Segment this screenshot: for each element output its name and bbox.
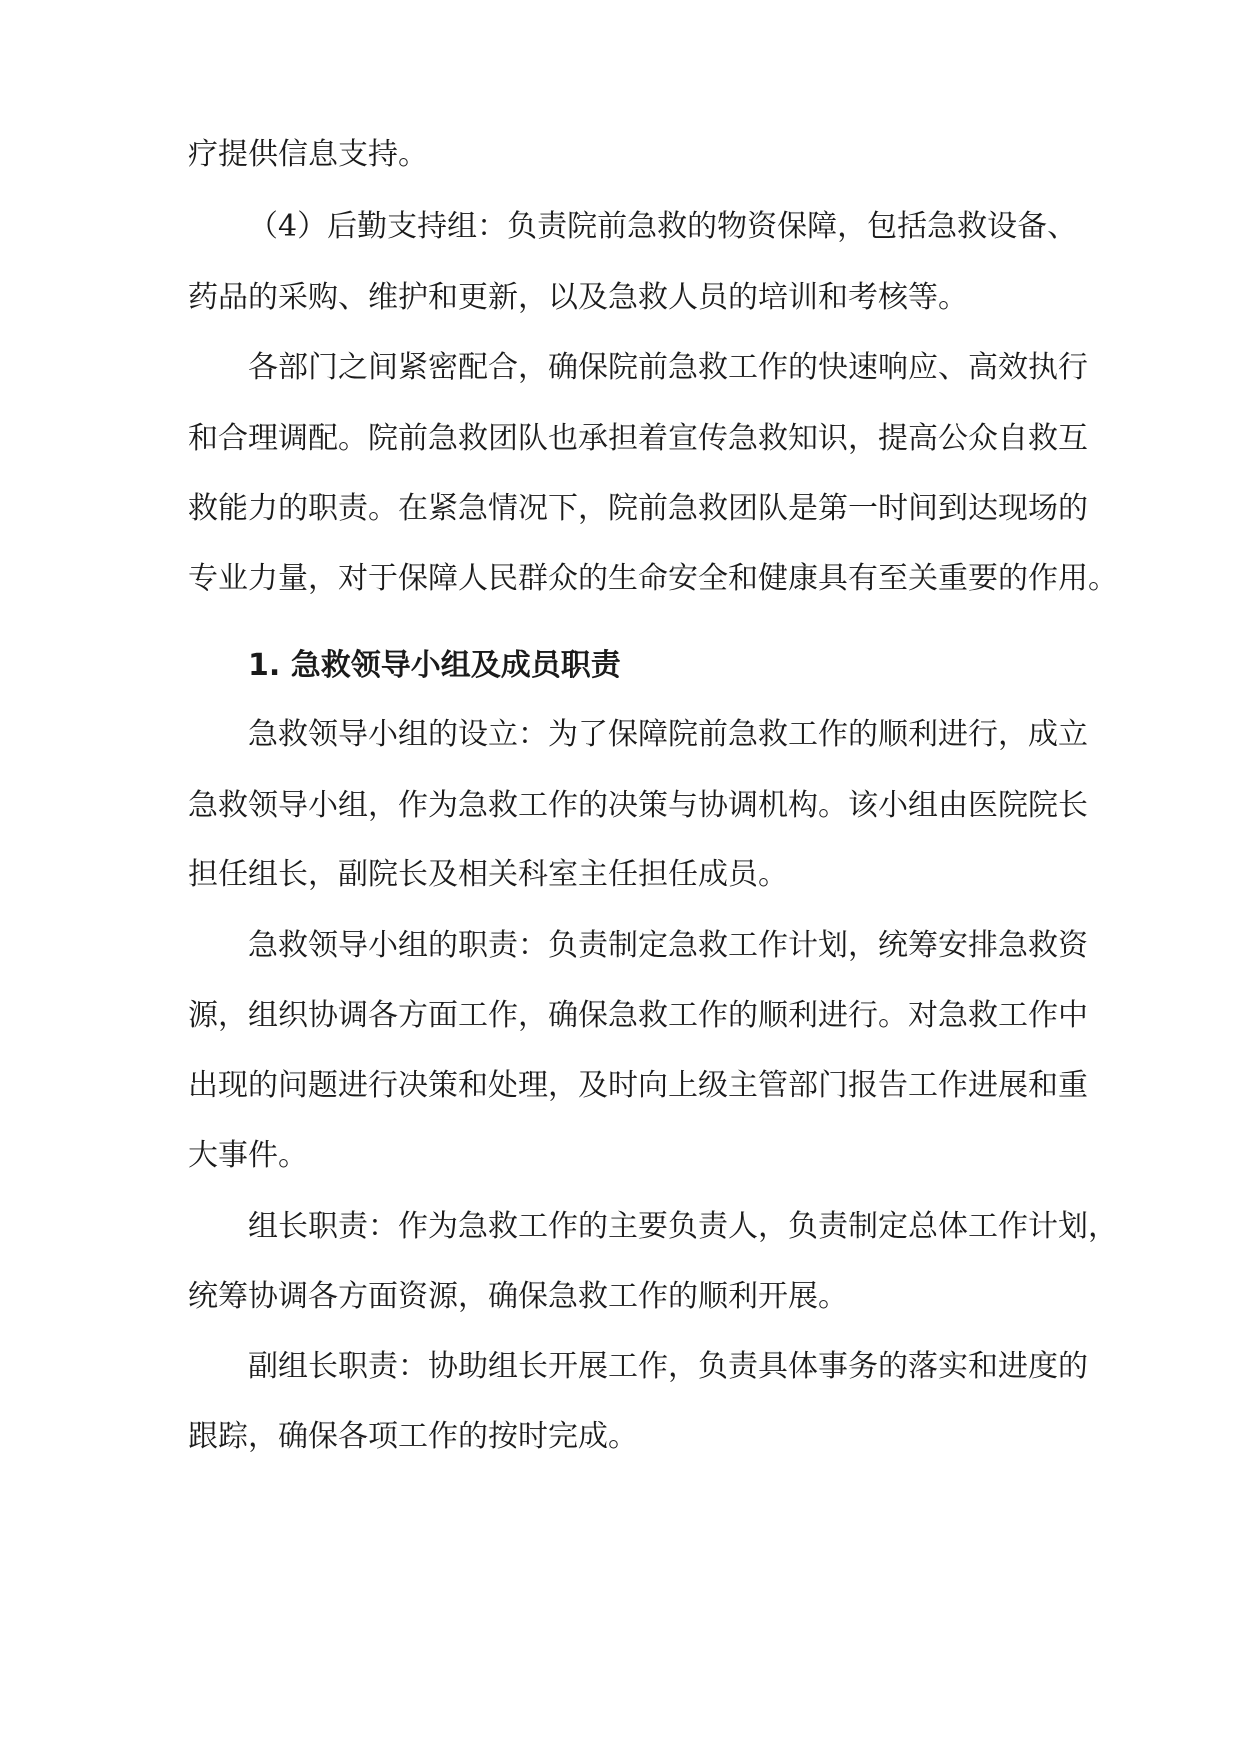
text-line: 源，组织协调各方面工作，确保急救工作的顺利进行。对急救工作中 (188, 998, 1088, 1033)
text-line: 急救领导小组的职责：负责制定急救工作计划，统筹安排急救资 (248, 928, 1088, 963)
text-line: 药品的采购、维护和更新，以及急救人员的培训和考核等。 (188, 280, 968, 315)
text-line: 统筹协调各方面资源，确保急救工作的顺利开展。 (188, 1279, 848, 1314)
text-line: 各部门之间紧密配合，确保院前急救工作的快速响应、高效执行 (248, 350, 1088, 385)
text-line: 担任组长，副院长及相关科室主任担任成员。 (188, 857, 788, 892)
text-line: 专业力量，对于保障人民群众的生命安全和健康具有至关重要的作用。 (188, 561, 1118, 596)
text-line: 跟踪，确保各项工作的按时完成。 (188, 1419, 638, 1454)
section-heading: 1. 急救领导小组及成员职责 (248, 648, 621, 683)
text-line: 出现的问题进行决策和处理，及时向上级主管部门报告工作进展和重 (188, 1068, 1088, 1103)
text-line: 组长职责：作为急救工作的主要负责人，负责制定总体工作计划， (248, 1209, 1118, 1244)
text-line: 疗提供信息支持。 (188, 137, 428, 172)
text-line: 急救领导小组的设立：为了保障院前急救工作的顺利进行，成立 (248, 717, 1088, 752)
text-line: （4）后勤支持组：负责院前急救的物资保障，包括急救设备、 (248, 209, 1078, 244)
text-line: 和合理调配。院前急救团队也承担着宣传急救知识，提高公众自救互 (188, 421, 1088, 456)
text-line: 急救领导小组，作为急救工作的决策与协调机构。该小组由医院院长 (188, 788, 1088, 823)
text-line: 大事件。 (188, 1138, 308, 1173)
text-line: 救能力的职责。在紧急情况下，院前急救团队是第一时间到达现场的 (188, 491, 1088, 526)
text-line: 副组长职责：协助组长开展工作，负责具体事务的落实和进度的 (248, 1349, 1088, 1384)
